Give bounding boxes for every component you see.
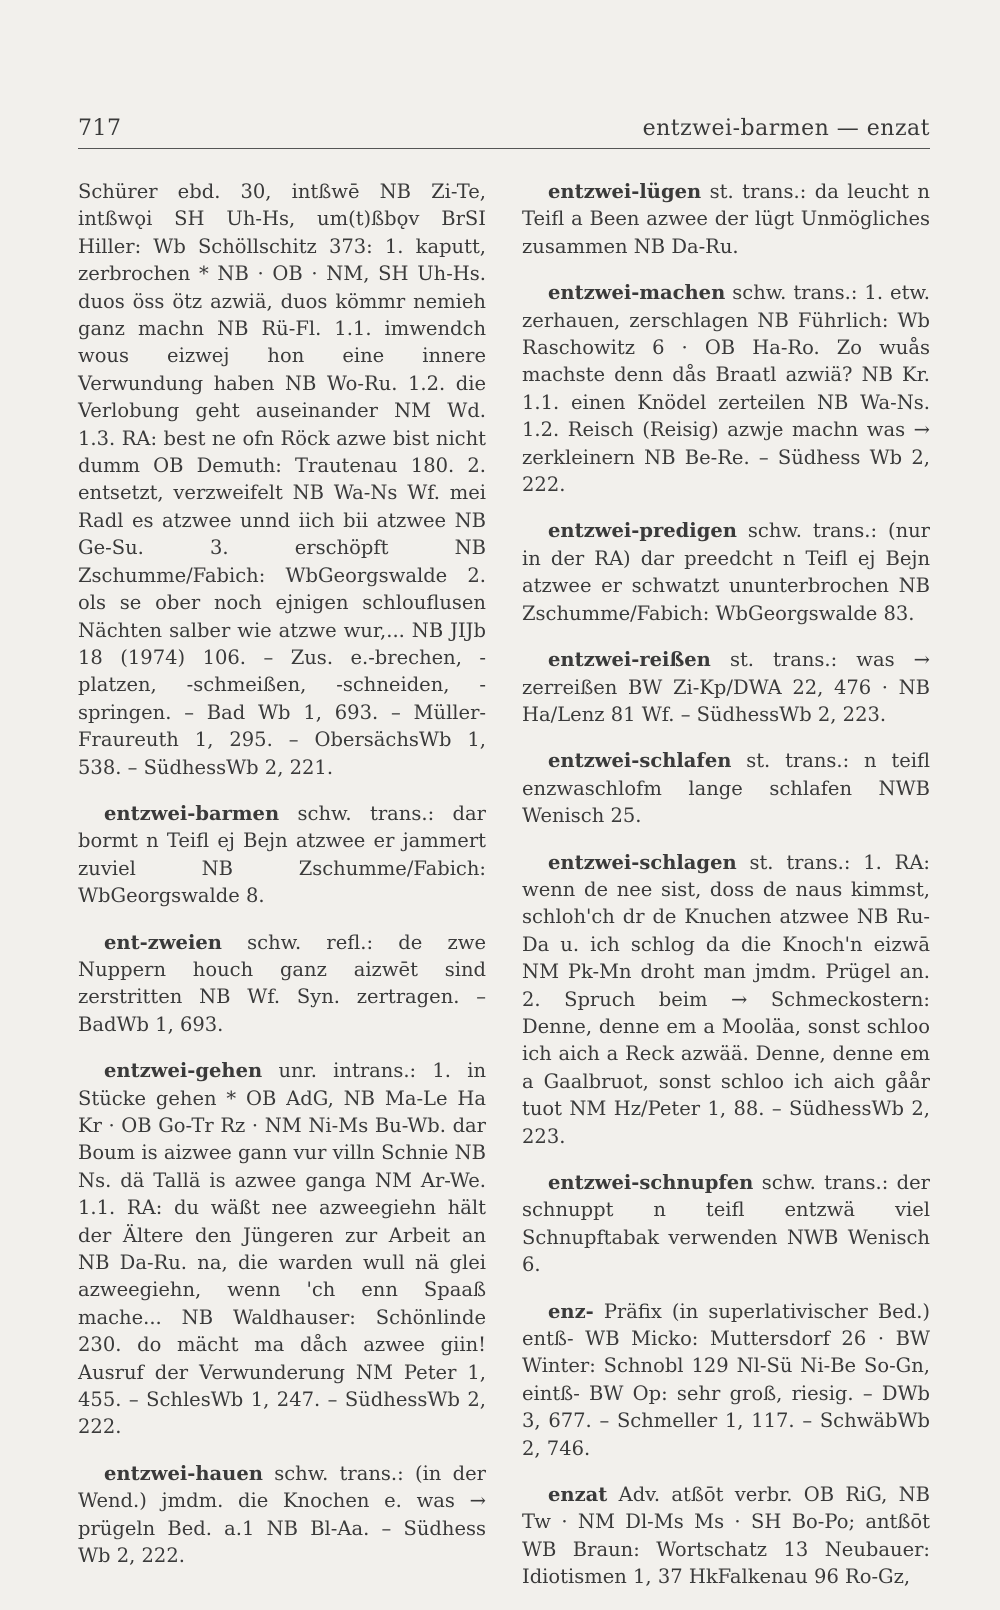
dictionary-entry: [522, 517, 930, 627]
entry-headword: entzwei-reißen: [548, 648, 711, 672]
entry-text: st. trans.: 1. RA: wenn de nee sist, doss de naus kimmst, schloh'ch dr de Knuchen atzwee NB Ru-Da u. ich schlog da die Knoch'n eizwā NM Pk-Mn droht man jmdm. Prügel an. 2. Spruch beim → Schmeckostern: Denne, denne em a Mooläa, sonst schloo ich aich a Reck azwää. Denne, denne em a Gaalbruot, sonst schloo ich aich gåår tuot NM Hz/Peter 1, 88. – SüdhessWb 2, 223.: [522, 850, 930, 1148]
entry-text: Präfix (in superlativischer Bed.) entß- WB Micko: Muttersdorf 26 · BW Winter: Schnobl 129 Nl-Sü Ni-Be So-Gn, eintß- BW Op: sehr groß, riesig. – DWb 3, 677. – Schmeller 1, 117. – SchwäbWb 2, 746.: [522, 1299, 930, 1460]
entry-text: schw. trans.: der schnuppt n teifl entzwä viel Schnupftabak verwenden NWB Wenisch 6.: [522, 1171, 930, 1277]
entry-headword: entzwei-predigen: [548, 519, 737, 543]
dictionary-entry: [522, 178, 930, 260]
entry-headword: entzwei-schlafen: [548, 749, 732, 773]
entry-text: Adv. atßōt verbr. OB RiG, NB Tw · NM Dl-Ms Ms · SH Bo-Po; antßōt WB Braun: Wortschatz 13 Neubauer: Idiotismen 1, 37 HkFalkenau 96 Ro-Gz,: [522, 1483, 931, 1589]
entry-text: schw. trans.: (in der Wend.) jmdm. die Knochen e. was → prügeln Bed. a.1 NB Bl-Aa. – Südhess Wb 2, 222.: [78, 1461, 486, 1568]
dictionary-entry: [522, 1298, 930, 1462]
dictionary-entry: [78, 1460, 486, 1570]
entry-headword: entzwei-machen: [548, 281, 726, 305]
dictionary-entry: [78, 800, 486, 910]
entry-text: st. trans.: n teifl enzwaschlofm lange schlafen NWB Wenisch 25.: [522, 749, 930, 828]
entry-headword: entzwei-schlagen: [548, 850, 737, 874]
left-column: [78, 178, 486, 1589]
entry-text: schw. trans.: dar bormt n Teifl ej Bejn atzwee er jammert zuviel NB Zschumme/Fabich: WbGeorgswalde 8.: [78, 801, 486, 908]
entry-headword: ent-zweien: [104, 930, 222, 954]
entry-headword: entzwei-barmen: [104, 801, 280, 825]
entry-headword: entzwei-lügen: [548, 180, 702, 203]
dictionary-entry: [522, 646, 930, 728]
entry-headword: entzwei-gehen: [104, 1059, 263, 1083]
page-number: 717: [78, 116, 122, 141]
dictionary-entry: [522, 1169, 930, 1279]
dictionary-entry: [522, 279, 930, 498]
entry-headword: entzwei-schnupfen: [548, 1171, 754, 1194]
dictionary-entry: [522, 1481, 930, 1591]
running-header: [78, 114, 930, 149]
dictionary-entry: [78, 929, 486, 1039]
dictionary-entry: [78, 178, 486, 781]
entry-headword: enzat: [548, 1483, 608, 1507]
dictionary-entry: [522, 849, 930, 1150]
entry-text: schw. refl.: de zwe Nuppern houch ganz aizwēt sind zerstritten NB Wf. Syn. zertragen. – BadWb 1, 693.: [78, 930, 486, 1036]
right-column: [522, 178, 930, 1610]
entry-text: st. trans.: da leucht n Teifl a Been azwee der lügt Unmögliches zusammen NB Da-Ru.: [522, 180, 930, 258]
dictionary-entry: [522, 747, 930, 829]
dictionary-entry: [78, 1057, 486, 1441]
entry-headword: entzwei-hauen: [104, 1461, 263, 1485]
entry-headword: enz-: [548, 1299, 594, 1323]
running-head: entzwei-barmen — enzat: [642, 116, 930, 141]
entry-text: unr. intrans.: 1. in Stücke gehen * OB AdG, NB Ma-Le Ha Kr · OB Go-Tr Rz · NM Ni-Ms Bu-Wb. dar Boum is aizwee gann vur villn Schnie NB Ns. dä Tallä is azwee ganga NM Ar-We. 1.1. RA: du wäßt nee azweegiehn hält der Ältere den Jüngeren zur Arbeit an NB Da-Ru. na, die warden wull nä glei azweegiehn, wenn 'ch enn Spaaß mache... NB Waldhauser: Schönlinde 230. do mächt ma dåch azwee giin! Ausruf der Verwunderung NM Peter 1, 455. – SchlesWb 1, 247. – SüdhessWb 2, 222.: [78, 1059, 487, 1439]
entry-text: schw. trans.: (nur in der RA) dar preedcht n Teifl ej Bejn atzwee er schwatzt ununterbrochen NB Zschumme/Fabich: WbGeorgswalde 83.: [522, 519, 931, 625]
entry-text: schw. trans.: 1. etw. zerhauen, zerschlagen NB Führlich: Wb Raschowitz 6 · OB Ha-Ro. Zo wuås machste denn dås Braatl azwiä? NB Kr. 1.1. einen Knödel zerteilen NB Wa-Ns. 1.2. Reisch (Reisig) azwje machn was → zerkleinern NB Be-Re. – Südhess Wb 2, 222.: [522, 281, 930, 497]
entry-text: st. trans.: was → zerreißen BW Zi-Kp/DWA 22, 476 · NB Ha/Lenz 81 Wf. – SüdhessWb 2, 223.: [522, 648, 930, 726]
entry-text: Schürer ebd. 30, intßwē NB Zi-Te, intßwǫi SH Uh-Hs, um(t)ßbǫv BrSI Hiller: Wb Schöllschitz 373: 1. kaputt, zerbrochen * NB · OB · NM, SH Uh-Hs. duos öss ötz azwiä, duos kömmr nemieh ganz machn NB Rü-Fl. 1.1. imwendch wous eizwej hon eine innere Verwundung haben NB Wo-Ru. 1.2. die Verlobung geht auseinander NM Wd. 1.3. RA: best ne ofn Röck azwe bist nicht dumm OB Demuth: Trautenau 180. 2. entsetzt, verzweifelt NB Wa-Ns Wf. mei Radl es atzwee unnd iich bii atzwee NB Ge-Su. 3. erschöpft NB Zschumme/Fabich: WbGeorgswalde 2. ols se ober noch ejnigen schlouflusen Nächten salber wie atzwe wur,... NB JIJb 18 (1974) 106. – Zus. e.-brechen, -platzen, -schmeißen, -schneiden, -springen. – Bad Wb 1, 693. – Müller-Fraureuth 1, 295. – ObersächsWb 1, 538. – SüdhessWb 2, 221.: [78, 180, 486, 779]
